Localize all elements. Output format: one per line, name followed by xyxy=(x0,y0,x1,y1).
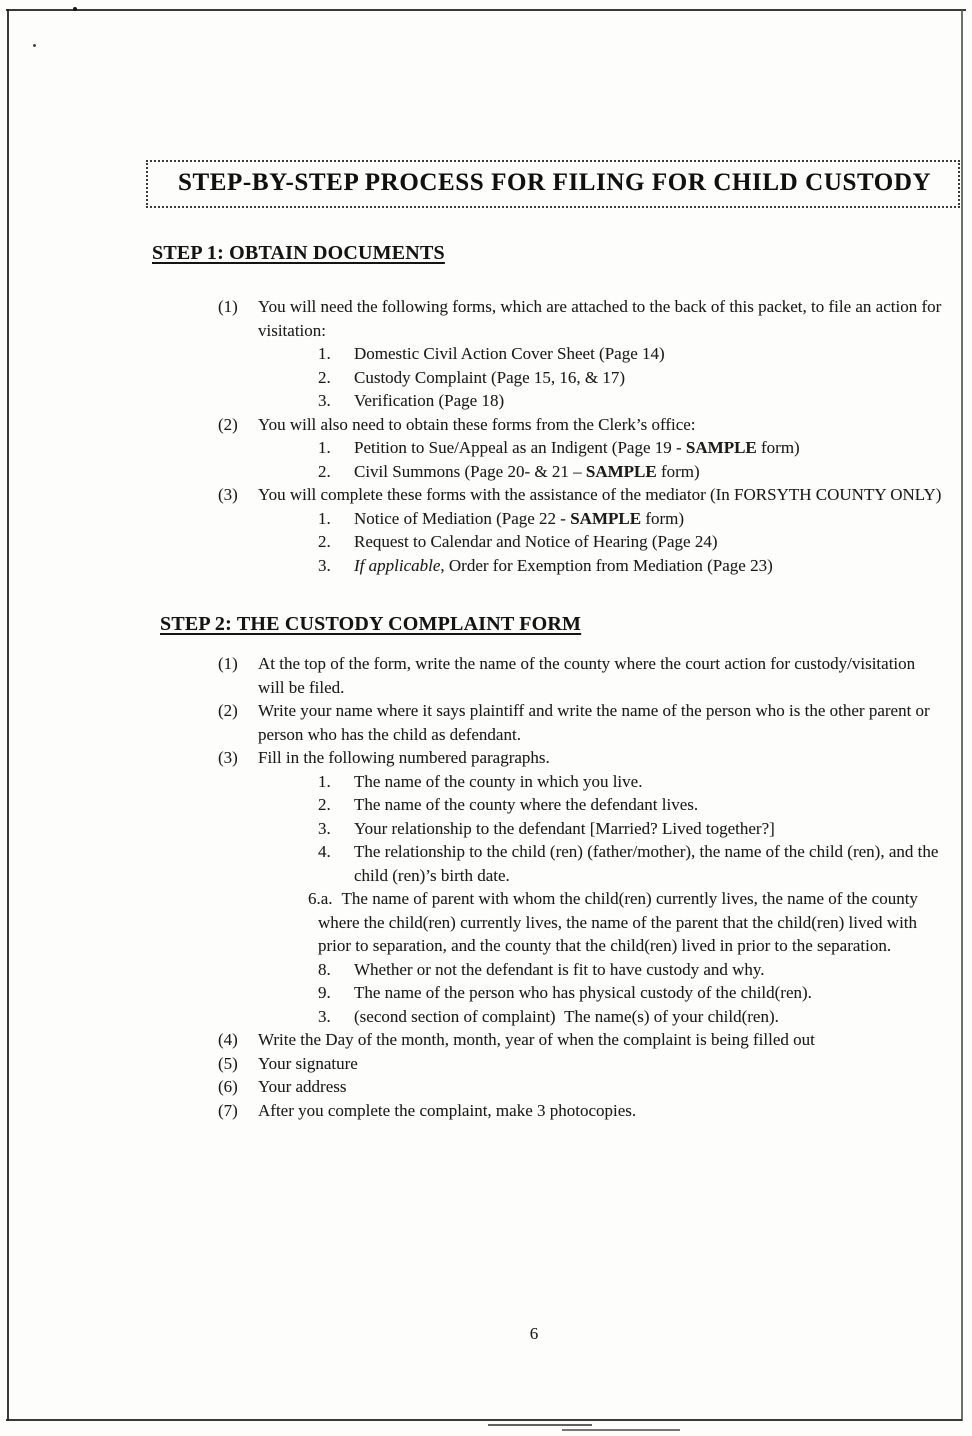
step2-item-2 xyxy=(218,699,944,746)
step2-item-3-sub-9 xyxy=(318,981,944,1005)
step2-item-5 xyxy=(218,1052,944,1076)
item-text: If applicable, Order for Exemption from Mediation (Page 23) xyxy=(354,555,773,575)
item-label: (1) xyxy=(218,297,238,316)
item-label: 2. xyxy=(318,795,331,814)
item-label: (2) xyxy=(218,701,238,720)
step2-item-3-sub-4 xyxy=(318,840,944,887)
step2-item-6 xyxy=(218,1075,944,1099)
item-label: (2) xyxy=(218,414,238,434)
item-text: The name of the county where the defendant lives. xyxy=(354,795,699,814)
item-text: Request to Calendar and Notice of Hearing (Page 24) xyxy=(354,532,718,551)
step1-item-1-sub-3 xyxy=(318,389,944,413)
step1-list xyxy=(152,295,944,577)
scan-artifact-line xyxy=(488,1424,592,1426)
scan-artifact-line xyxy=(562,1429,680,1431)
step1-item-2-sub-1 xyxy=(318,436,944,460)
item-label: 3. xyxy=(318,1006,331,1026)
step2-item-3-sub-8 xyxy=(318,958,944,982)
page-number: 6 xyxy=(529,1324,539,1343)
item-label: 1. xyxy=(318,771,331,791)
item-text: The name of the county in which you live. xyxy=(354,771,643,791)
step2-item-3-sub-1 xyxy=(318,770,944,794)
step2-item-1 xyxy=(218,652,944,699)
item-label: 2. xyxy=(318,461,331,481)
item-label: (6) xyxy=(218,1077,238,1096)
item-label: 2. xyxy=(318,367,331,387)
step2-heading: STEP 2: THE CUSTODY COMPLAINT FORM xyxy=(160,613,582,635)
item-text: Fill in the following numbered paragraphs. xyxy=(258,748,550,767)
item-label: (5) xyxy=(218,1053,238,1073)
item-text: The name of parent with whom the child(ren) currently lives, the name of the county where the child(ren) currently lives, the name of the parent that the child(ren) lived with prior to separation, and the county that the child(ren) lived in prior to the separation. xyxy=(318,889,918,955)
step1-item-1-sub-2 xyxy=(318,366,944,390)
item-label: 3. xyxy=(318,818,331,838)
item-text: Write your name where it says plaintiff and write the name of the person who is the other parent or person who has the child as defendant. xyxy=(258,701,930,744)
item-text: Domestic Civil Action Cover Sheet (Page 14) xyxy=(354,344,665,363)
step2-item-3 xyxy=(218,746,944,770)
item-label: 6.a. xyxy=(308,889,333,908)
step1-item-3-sub-3 xyxy=(318,554,944,578)
item-text: The name of the person who has physical custody of the child(ren). xyxy=(354,983,812,1002)
item-text: You will complete these forms with the assistance of the mediator (In FORSYTH COUNTY ONLY) xyxy=(258,485,942,504)
item-text: You will need the following forms, which are attached to the back of this packet, to file an action for visitation: xyxy=(258,297,942,340)
item-label: 9. xyxy=(318,983,331,1002)
item-text: Civil Summons (Page 20- & 21 – SAMPLE form) xyxy=(354,461,700,481)
step1-item-3-sub-1 xyxy=(318,507,944,531)
item-label: 1. xyxy=(318,344,331,363)
item-label: (3) xyxy=(218,485,238,504)
step1-item-3 xyxy=(218,483,944,507)
item-label: (1) xyxy=(218,654,238,673)
item-text: Notice of Mediation (Page 22 - SAMPLE form) xyxy=(354,508,685,528)
item-text: Petition to Sue/Appeal as an Indigent (Page 19 - SAMPLE form) xyxy=(354,438,800,457)
item-label: 2. xyxy=(318,532,331,551)
step1-heading: STEP 1: OBTAIN DOCUMENTS xyxy=(152,242,445,264)
step2-item-3-sub-3b xyxy=(318,1005,944,1029)
step1-item-1-sub-1 xyxy=(318,342,944,366)
scan-edge-bottom xyxy=(6,1419,962,1421)
item-text: After you complete the complaint, make 3 photocopies. xyxy=(258,1100,637,1120)
item-label: 1. xyxy=(318,508,331,528)
item-label: 4. xyxy=(318,842,331,861)
step2-item-3-sub-6a xyxy=(308,887,944,958)
step2-item-3-sub-2 xyxy=(318,793,944,817)
item-label: (7) xyxy=(218,1100,238,1120)
step2-item-3-sub-3 xyxy=(318,817,944,841)
step1-item-1 xyxy=(218,295,944,342)
item-label: 8. xyxy=(318,959,331,979)
item-text: Verification (Page 18) xyxy=(354,391,505,410)
item-text: Your address xyxy=(258,1077,347,1096)
step1-item-2-sub-2 xyxy=(318,460,944,484)
item-text: Your relationship to the defendant [Married? Lived together?] xyxy=(354,818,775,838)
item-label: (4) xyxy=(218,1030,238,1049)
item-text: Your signature xyxy=(258,1053,358,1073)
item-text: Custody Complaint (Page 15, 16, & 17) xyxy=(354,367,626,387)
item-text: You will also need to obtain these forms from the Clerk’s office: xyxy=(258,414,696,434)
step2-item-4 xyxy=(218,1028,944,1052)
step1-item-3-sub-2 xyxy=(318,530,944,554)
item-label: (3) xyxy=(218,748,238,767)
item-label: 3. xyxy=(318,555,331,575)
document-title: STEP-BY-STEP PROCESS FOR FILING FOR CHILD CUSTODY xyxy=(178,169,932,196)
item-label: 1. xyxy=(318,438,331,457)
item-text: Write the Day of the month, month, year of when the complaint is being filled out xyxy=(258,1030,815,1049)
item-label: 3. xyxy=(318,391,331,410)
item-text: (second section of complaint) The name(s) of your child(ren). xyxy=(354,1006,779,1026)
item-text: The relationship to the child (ren) (father/mother), the name of the child (ren), and the child (ren)’s birth date. xyxy=(354,842,939,885)
step2-item-7 xyxy=(218,1099,944,1123)
step2-list xyxy=(152,652,944,1122)
item-text: Whether or not the defendant is fit to have custody and why. xyxy=(354,959,765,979)
document-title-box xyxy=(146,160,960,208)
step1-item-2 xyxy=(218,413,944,437)
item-text: At the top of the form, write the name of the county where the court action for custody/visitation will be filed. xyxy=(258,654,916,697)
